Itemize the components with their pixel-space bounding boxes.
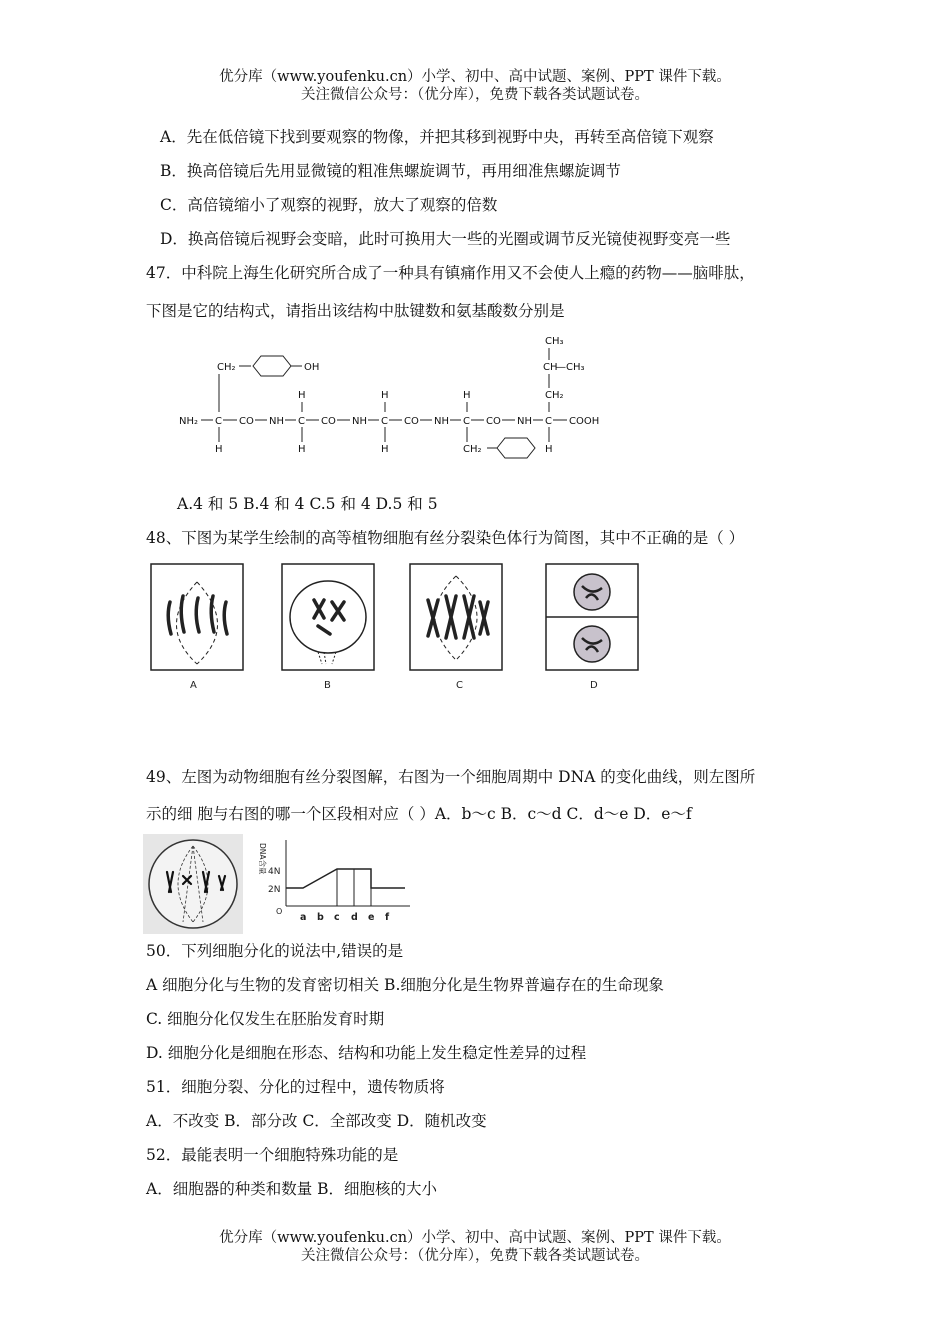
q50-options-ab: A 细胞分化与生物的发育密切相关 B.细胞分化是生物界普遍存在的生命现象 [146, 976, 664, 994]
dna-series [286, 869, 405, 906]
svg-text:H: H [215, 444, 223, 455]
svg-text:CO: CO [321, 416, 336, 427]
svg-text:CO: CO [404, 416, 419, 427]
q51-text: 51．细胞分裂、分化的过程中，遗传物质将 [146, 1078, 445, 1096]
x-label-c: c [334, 912, 340, 923]
q51-options: A．不改变 B．部分改 C．全部改变 D．随机改变 [146, 1112, 487, 1130]
dna-curve [286, 869, 405, 888]
ytick-4n: 4N [268, 867, 281, 877]
svg-text:NH: NH [517, 416, 532, 427]
footer-line-1: 优分库（www.youfenku.cn）小学、初中、高中试题、案例、PPT 课件下载。 [219, 1230, 731, 1246]
chart-origin: O [276, 907, 283, 916]
svg-text:C: C [545, 416, 552, 427]
q47-line-2: 下图是它的结构式，请指出该结构中肽键数和氨基酸数分别是 [146, 302, 565, 320]
cell-b-outline [282, 564, 374, 670]
x-label-e: e [368, 912, 375, 923]
header-line-1: 优分库（www.youfenku.cn）小学、初中、高中试题、案例、PPT 课件下载。 [219, 69, 731, 85]
r1-ch2: CH₂ [217, 362, 236, 373]
chart-ylabel: DNA含量 [258, 843, 267, 875]
label-c: C [456, 680, 463, 691]
q46-option-c: C．高倍镜缩小了观察的视野，放大了观察的倍数 [160, 196, 498, 214]
svg-text:H: H [545, 444, 553, 455]
cell-c-chromosomes [428, 596, 488, 638]
svg-text:NH: NH [352, 416, 367, 427]
svg-text:C: C [215, 416, 222, 427]
svg-text:NH: NH [269, 416, 284, 427]
q47-options: A.4 和 5 B.4 和 4 C.5 和 4 D.5 和 5 [177, 495, 438, 513]
svg-text:H: H [463, 390, 471, 401]
q50-option-d: D. 细胞分化是细胞在形态、结构和功能上发生稳定性差异的过程 [146, 1044, 587, 1062]
x-label-a: a [300, 912, 307, 923]
cell-b-chromosomes [314, 600, 344, 634]
svg-text:CH₂: CH₂ [545, 390, 564, 401]
footer-line-2: 关注微信公众号：（优分库），免费下载各类试题试卷。 [301, 1248, 649, 1264]
q48-text: 48、下图为某学生绘制的高等植物细胞有丝分裂染色体行为简图，其中不正确的是（ ） [146, 529, 745, 547]
svg-text:CH₂: CH₂ [463, 444, 482, 455]
svg-text:H: H [298, 390, 306, 401]
x-label-b: b [317, 912, 324, 923]
svg-text:CO: CO [239, 416, 254, 427]
svg-text:H: H [381, 444, 389, 455]
svg-text:C: C [463, 416, 470, 427]
svg-text:C: C [381, 416, 388, 427]
q47-line-1: 47．中科院上海生化研究所合成了一种具有镇痛作用又不会使人上瘾的药物——脑啡肽， [146, 264, 755, 282]
svg-text:CH₃: CH₃ [545, 336, 564, 347]
q46-option-d: D．换高倍镜后视野会变暗，此时可换用大一些的光圈或调节反光镜使视野变亮一些 [160, 230, 731, 248]
svg-text:CH: CH [543, 362, 558, 373]
x-label-d: d [351, 912, 358, 923]
label-a: A [190, 680, 197, 691]
cooh-label: COOH [569, 416, 600, 427]
nh2-label: NH₂ [179, 416, 199, 427]
x-label-f: f [385, 912, 390, 923]
label-b: B [324, 680, 331, 691]
ytick-2n: 2N [268, 885, 281, 895]
q52-text: 52．最能表明一个细胞特殊功能的是 [146, 1146, 399, 1164]
svg-text:CO: CO [486, 416, 501, 427]
svg-text:—CH₃: —CH₃ [556, 362, 585, 373]
animal-cell-mitosis-figure [143, 834, 243, 934]
q49-line-2: 示的细 胞与右图的哪一个区段相对应（ ）A．b～c B．c～d C．d～e D．e～f [146, 805, 692, 823]
mitosis-diagrams-figure [146, 560, 646, 695]
q46-option-a: A．先在低倍镜下找到要观察的物像，并把其移到视野中央，再转至高倍镜下观察 [160, 128, 714, 146]
enkephalin-structure-figure [175, 330, 615, 468]
q46-option-b: B．换高倍镜后先用显微镜的粗准焦螺旋调节，再用细准焦螺旋调节 [160, 162, 621, 180]
cell-c-outline [410, 564, 502, 670]
svg-text:C: C [298, 416, 305, 427]
header-line-2: 关注微信公众号：（优分库），免费下载各类试题试卷。 [301, 87, 649, 103]
q50-text: 50．下列细胞分化的说法中,错误的是 [146, 942, 404, 960]
dna-content-chart [254, 834, 414, 930]
q50-option-c: C. 细胞分化仅发生在胚胎发育时期 [146, 1010, 385, 1028]
label-d: D [590, 680, 598, 691]
svg-text:H: H [298, 444, 306, 455]
svg-text:H: H [381, 390, 389, 401]
r1-oh: OH [304, 362, 320, 373]
q52-options: A．细胞器的种类和数量 B．细胞核的大小 [146, 1180, 438, 1198]
svg-text:NH: NH [434, 416, 449, 427]
q49-line-1: 49、左图为动物细胞有丝分裂图解，右图为一个细胞周期中 DNA 的变化曲线，则左图所 [146, 768, 756, 786]
